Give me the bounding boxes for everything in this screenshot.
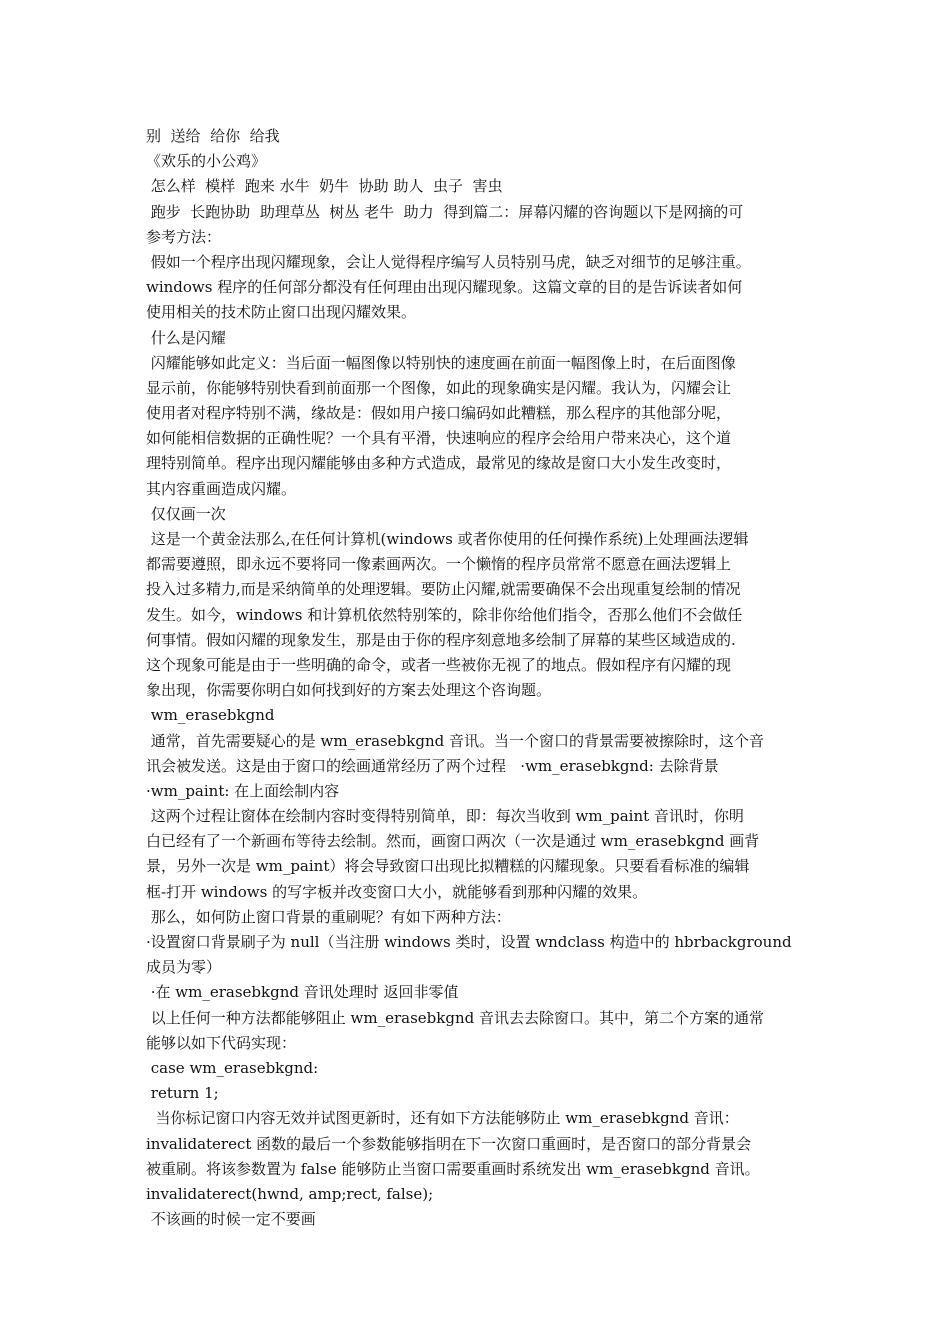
text-line: 假如一个程序出现闪耀现象，会让人觉得程序编写人员特别马虎，缺乏对细节的足够注重。 (146, 252, 751, 271)
text-line: 其内容重画造成闪耀。 (146, 479, 297, 498)
text-line: windows 程序的任何部分都没有任何理由出现闪耀现象。这篇文章的目的是告诉读者如何 (146, 278, 743, 297)
code-line: return 1; (146, 1084, 219, 1103)
text-line: ·在 wm_erasebkgnd 音讯处理时 返回非零值 (146, 983, 459, 1002)
text-line: 以上任何一种方法都能够阻止 wm_erasebkgnd 音讯去去除窗口。其中，第二个方案的通常 (146, 1008, 764, 1027)
section-heading: 什么是闪耀 (146, 328, 226, 347)
text-line: 成员为零） (146, 958, 222, 977)
text-line: 这是一个黄金法那么,在任何计算机(windows 或者你使用的任何操作系统)上处理画法逻辑 (146, 530, 749, 548)
text-line: 别 送给 给你 给我 (146, 127, 280, 145)
text-line: 使用相关的技术防止窗口出现闪耀效果。 (146, 303, 417, 322)
code-line: case wm_erasebkgnd: (146, 1058, 319, 1077)
text-line: 讯会被发送。这是由于窗口的绘画通常经历了两个过程 ·wm_erasebkgnd: 去除背景 (146, 756, 719, 775)
text-line: 投入过多精力,而是采纳简单的处理逻辑。要防止闪耀,就需要确保不会出现重复绘制的情况 (146, 580, 741, 599)
text-line: 当你标记窗口内容无效并试图更新时，还有如下方法能够防止 wm_erasebkgnd 音讯： (146, 1109, 739, 1128)
text-line: 这两个过程让窗体在绘制内容时变得特别简单，即：每次当收到 wm_paint 音讯时，你明 (146, 807, 744, 826)
text-line: 何事情。假如闪耀的现象发生，那是由于你的程序刻意地多绘制了屏幕的某些区域造成的. (146, 630, 736, 649)
text-line: 能够以如下代码实现： (146, 1033, 297, 1052)
text-line: 《欢乐的小公鸡》 (146, 152, 267, 171)
text-line: 跑步 长跑协助 助理草丛 树丛 老牛 助力 得到篇二：屏幕闪耀的咨询题以下是网摘的可 (146, 202, 744, 221)
text-line: 理特别简单。程序出现闪耀能够由多种方式造成，最常见的缘故是窗口大小发生改变时， (146, 454, 732, 473)
text-line: 参考方法： (146, 227, 222, 246)
text-line: 框-打开 windows 的写字板并改变窗口大小，就能够看到那种闪耀的效果。 (146, 882, 648, 901)
section-heading: 仅仅画一次 (146, 504, 226, 523)
code-line: invalidaterect(hwnd, amp;rect, false); (146, 1184, 434, 1203)
document-body (146, 124, 816, 1232)
text-line: 象出现，你需要你明白如何找到好的方案去处理这个咨询题。 (146, 681, 552, 700)
text-line: 这个现象可能是由于一些明确的命令，或者一些被你无视了的地点。假如程序有闪耀的现 (146, 655, 732, 674)
text-line: ·设置窗口背景刷子为 null（当注册 windows 类时，设置 wndclass 构造中的 hbrbackground (146, 933, 792, 951)
text-line: 白已经有了一个新画布等待去绘制。然而，画窗口两次（一次是通过 wm_erasebkgnd 画背 (146, 832, 760, 851)
text-line: 显示前，你能够特别快看到前面那一个图像，如此的现象确实是闪耀。我认为，闪耀会让 (146, 378, 732, 397)
text-line: invalidaterect 函数的最后一个参数能够指明在下一次窗口重画时，是否窗口的部分背景会 (146, 1134, 752, 1153)
text-line: 景，另外一次是 wm_paint）将会导致窗口出现比拟糟糕的闪耀现象。只要看看标准的编辑 (146, 857, 750, 876)
text-line: 被重刷。将该参数置为 false 能够防止当窗口需要重画时系统发出 wm_erasebkgnd 音讯。 (146, 1159, 760, 1178)
text-line: ·wm_paint: 在上面绘制内容 (146, 781, 340, 800)
text-line: 怎么样 模样 跑来 水牛 奶牛 协助 助人 虫子 害虫 (146, 177, 503, 196)
section-heading: 不该画的时候一定不要画 (146, 1210, 316, 1229)
text-line: 如何能相信数据的正确性呢？一个具有平滑，快速响应的程序会给用户带来决心，这个道 (146, 429, 732, 448)
section-heading: wm_erasebkgnd (146, 706, 275, 725)
text-line: 通常，首先需要疑心的是 wm_erasebkgnd 音讯。当一个窗口的背景需要被擦除时，这个音 (146, 731, 764, 750)
text-line: 都需要遵照，即永远不要将同一像素画两次。一个懒惰的程序员常常不愿意在画法逻辑上 (146, 555, 732, 574)
text-line: 使用者对程序特别不满，缘故是：假如用户接口编码如此糟糕，那么程序的其他部分呢， (146, 404, 732, 423)
text-line: 闪耀能够如此定义：当后面一幅图像以特别快的速度画在前面一幅图像上时，在后面图像 (146, 353, 736, 372)
text-line: 发生。如今，windows 和计算机依然特别笨的，除非你给他们指令，否那么他们不会做任 (146, 605, 743, 624)
text-line: 那么，如何防止窗口背景的重刷呢？有如下两种方法： (146, 907, 511, 926)
